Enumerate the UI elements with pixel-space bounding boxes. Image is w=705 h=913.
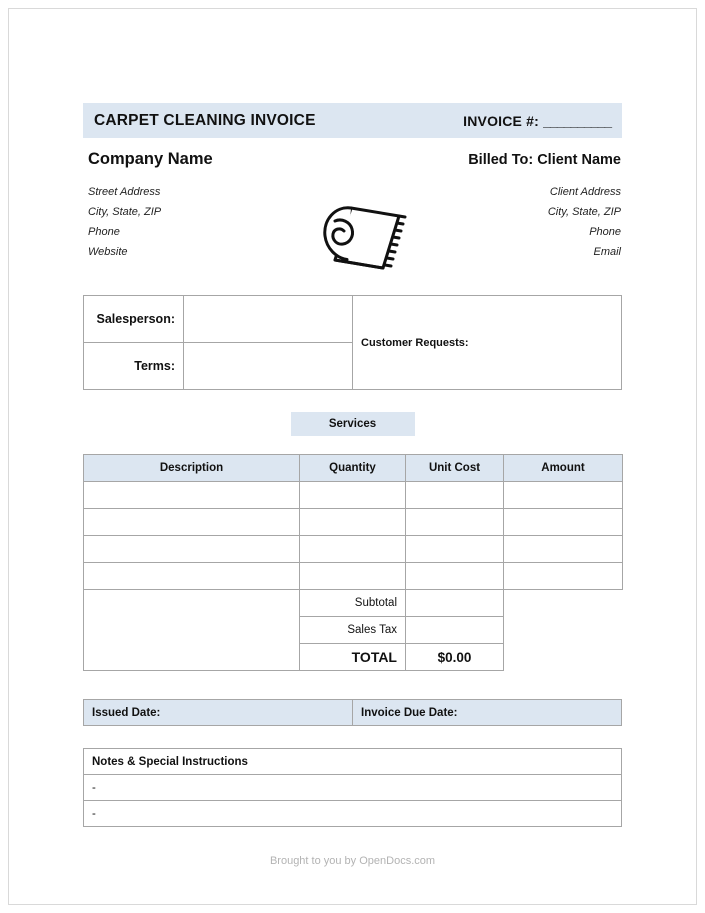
cell-unit-cost[interactable] <box>406 482 504 509</box>
notes-line-1[interactable]: - <box>84 775 622 801</box>
cell-quantity[interactable] <box>300 482 406 509</box>
subtotal-value[interactable] <box>406 590 504 617</box>
invoice-number-blank: __________ <box>543 112 611 129</box>
cell-quantity[interactable] <box>300 536 406 563</box>
table-row <box>84 482 623 509</box>
column-header-amount: Amount <box>504 455 623 482</box>
total-label: TOTAL <box>300 644 406 671</box>
client-email: Email <box>593 246 621 258</box>
total-value: $0.00 <box>406 644 504 671</box>
client-city-state-zip: City, State, ZIP <box>547 206 621 218</box>
company-website: Website <box>88 246 128 258</box>
cell-amount[interactable] <box>504 509 623 536</box>
footer-attribution: Brought to you by OpenDocs.com <box>269 855 436 867</box>
terms-input[interactable] <box>184 343 353 390</box>
cell-description[interactable] <box>84 536 300 563</box>
terms-label: Terms: <box>84 343 184 390</box>
salesperson-input[interactable] <box>184 296 353 343</box>
invoice-number-label: INVOICE #: <box>463 112 540 129</box>
column-header-description: Description <box>84 455 300 482</box>
cell-unit-cost[interactable] <box>406 536 504 563</box>
company-address-block <box>88 182 161 262</box>
table-row <box>84 296 622 343</box>
dates-table <box>83 699 622 726</box>
rolled-carpet-icon <box>311 198 421 278</box>
table-row <box>84 749 622 775</box>
cell-amount[interactable] <box>504 536 623 563</box>
cell-quantity[interactable] <box>300 509 406 536</box>
customer-requests-label: Customer Requests: <box>361 336 469 349</box>
salesperson-terms-table <box>83 295 622 390</box>
client-address: Client Address <box>549 186 621 198</box>
cell-unit-cost[interactable] <box>406 509 504 536</box>
services-section-label: Services <box>291 412 415 436</box>
invoice-content <box>83 103 622 827</box>
summary-row-subtotal <box>84 590 623 617</box>
invoice-header-bar <box>83 103 622 138</box>
subtotal-label: Subtotal <box>300 590 406 617</box>
cell-amount[interactable] <box>504 563 623 590</box>
table-row <box>84 509 623 536</box>
client-phone: Phone <box>589 226 621 238</box>
notes-table <box>83 748 622 827</box>
company-name: Company Name <box>88 150 213 168</box>
notes-line-2[interactable]: - <box>84 801 622 827</box>
summary-blank-area <box>84 590 300 671</box>
line-items-table <box>83 454 623 671</box>
table-row <box>84 775 622 801</box>
table-header-row <box>84 455 623 482</box>
table-row <box>84 563 623 590</box>
issued-date-field[interactable]: Issued Date: <box>84 700 353 726</box>
column-header-unit-cost: Unit Cost <box>406 455 504 482</box>
salesperson-label: Salesperson: <box>84 296 184 343</box>
page-title: CARPET CLEANING INVOICE <box>94 111 316 129</box>
billed-to-title: Billed To: Client Name <box>468 152 621 168</box>
company-phone: Phone <box>88 226 120 238</box>
invoice-number-field[interactable] <box>463 113 611 129</box>
company-street: Street Address <box>88 186 161 198</box>
column-header-quantity: Quantity <box>300 455 406 482</box>
parties-block <box>83 150 622 295</box>
client-address-block <box>548 182 621 262</box>
cell-description[interactable] <box>84 482 300 509</box>
cell-quantity[interactable] <box>300 563 406 590</box>
sales-tax-label: Sales Tax <box>300 617 406 644</box>
cell-description[interactable] <box>84 509 300 536</box>
cell-unit-cost[interactable] <box>406 563 504 590</box>
cell-amount[interactable] <box>504 482 623 509</box>
cell-description[interactable] <box>84 563 300 590</box>
customer-requests-cell[interactable] <box>353 296 622 390</box>
sales-tax-value[interactable] <box>406 617 504 644</box>
table-row <box>84 700 622 726</box>
table-row <box>84 536 623 563</box>
invoice-due-date-field[interactable]: Invoice Due Date: <box>353 700 622 726</box>
table-row <box>84 801 622 827</box>
services-chip-wrap <box>83 412 622 436</box>
notes-heading: Notes & Special Instructions <box>84 749 622 775</box>
company-city-state-zip: City, State, ZIP <box>88 206 162 218</box>
